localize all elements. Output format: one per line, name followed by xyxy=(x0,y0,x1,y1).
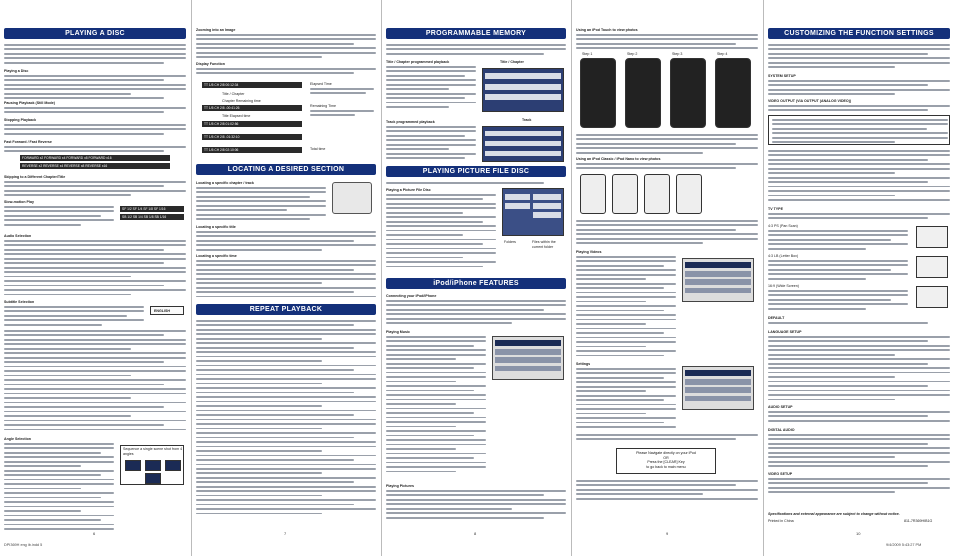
angle-diagram-label: Sequence a single scene shot from 4 angles xyxy=(123,447,184,456)
ipod-navigate-note xyxy=(616,448,716,474)
slow-osd-bar: SF 1/2 SF 1/4 SF 1/8 SF 1/16 xyxy=(120,206,184,212)
ipod-classic-step-4 xyxy=(676,174,702,214)
track-prog-text xyxy=(386,126,476,162)
digital-audio-text xyxy=(768,434,950,470)
audio-setup-text xyxy=(768,411,950,424)
stopping-text xyxy=(4,124,186,137)
ipod-notes xyxy=(576,480,758,502)
ipod-touch-step-3 xyxy=(670,58,706,128)
page-7 xyxy=(192,0,380,556)
label-title-chapter: Title / Chapter xyxy=(222,92,245,96)
video-output-text xyxy=(768,105,950,114)
title-chapter-screen xyxy=(482,68,564,112)
osd-row-4: TT 1/5 CH 2/8 -01:32:10 xyxy=(202,134,302,140)
playing-steps xyxy=(4,75,186,102)
heading-ipod-classic: Using an iPod Classic / iPod Nano to view photos xyxy=(576,157,661,161)
picture-intro xyxy=(386,182,566,186)
printed-in: Printed in China xyxy=(768,519,794,523)
banner-picture-file: PLAYING PICTURE FILE DISC xyxy=(386,166,566,177)
heading-zooming: Zooming into an Image xyxy=(196,28,236,32)
ipod-classic-step-1 xyxy=(580,174,606,214)
heading-playing-pictures: Playing Pictures xyxy=(386,484,414,488)
language-setup-text xyxy=(768,336,950,403)
heading-audio-setup: AUDIO SETUP xyxy=(768,405,793,409)
video-setup-text xyxy=(768,478,950,496)
heading-stopping: Stopping Playback xyxy=(4,118,37,122)
heading-playing-music: Playing Music xyxy=(386,330,410,334)
footer-left: DPI369H eng ib.indd 5 xyxy=(4,543,43,547)
locating-chapter-text xyxy=(196,187,326,223)
heading-digital-audio: DIGITAL AUDIO xyxy=(768,428,795,432)
heading-skipping: Skipping to a Different Chapter/Title xyxy=(4,175,66,179)
remote-illustration xyxy=(332,182,372,214)
heading-connecting-ipod: Connecting your iPod/iPhone xyxy=(386,294,437,298)
display-text xyxy=(196,68,376,77)
ipod-touch-step-2 xyxy=(625,58,661,128)
page-6 xyxy=(0,0,190,556)
heading-video-setup: VIDEO SETUP xyxy=(768,472,793,476)
zoom-text xyxy=(196,34,376,61)
ipod-touch-steps xyxy=(576,134,758,156)
default-text xyxy=(768,322,950,326)
label-step-4: Step 4 xyxy=(717,52,728,56)
heading-slow-motion: Slow-motion Play xyxy=(4,200,34,204)
banner-ipod: iPod/iPhone FEATURES xyxy=(386,278,566,289)
settings-text xyxy=(576,368,676,431)
fr-osd-bar: REVERSE x2 REVERSE x4 REVERSE x8 REVERSE x16 xyxy=(20,163,170,169)
tv-43ps-screen xyxy=(916,226,948,248)
label-elapsed: Elapsed Time xyxy=(310,82,332,86)
track-screen xyxy=(482,126,564,162)
warning-text xyxy=(576,434,758,443)
heading-angle: Angle Selection xyxy=(4,437,31,441)
slow-osd-bar-b: SB 1/2 SB 1/4 SB 1/8 SB 1/16 xyxy=(120,214,184,220)
angle-diagram xyxy=(120,445,184,485)
slow-text xyxy=(4,206,114,228)
tv-169-text xyxy=(768,290,908,312)
heading-title-chapter-prog: Title / Chapter programmed playback xyxy=(386,60,450,64)
picture-browser-screen xyxy=(502,188,564,236)
heading-ipod-touch: Using an iPod Touch to view photos xyxy=(576,28,638,32)
heading-tv-type: TV TYPE xyxy=(768,207,783,211)
heading-system-setup: SYSTEM SETUP xyxy=(768,74,796,78)
pausing-text xyxy=(4,107,186,116)
ff-text xyxy=(4,146,186,155)
label-title-chapter-diagram: Title / Chapter xyxy=(500,60,524,64)
ipod-classic-step-3 xyxy=(644,174,670,214)
page-number-10: 10 xyxy=(856,531,861,536)
page-number-8: 8 xyxy=(474,531,477,536)
remaining-desc xyxy=(310,110,374,119)
title-chapter-prog-text xyxy=(386,66,476,111)
heading-subtitle: Subtitle Selection xyxy=(4,300,35,304)
ff-osd-bar: FORWARD x2 FORWARD x4 FORWARD x8 FORWARD x16 xyxy=(20,155,170,161)
subtitle-badge-text: ENGLISH xyxy=(154,309,170,313)
label-track: Track xyxy=(522,118,532,122)
angle-text xyxy=(4,443,114,533)
note-line-3: Press the [CLEAR] Key xyxy=(647,460,685,465)
tv-type-text xyxy=(768,213,950,222)
angle-screen-1 xyxy=(125,460,141,471)
heading-language-setup: LANGUAGE SETUP xyxy=(768,330,802,334)
tv-43lb-screen xyxy=(916,256,948,278)
tv-43ps-text xyxy=(768,230,908,252)
repeat-text xyxy=(196,320,376,517)
label-files: Files within the current folder xyxy=(532,240,557,249)
playing-videos-text xyxy=(576,256,676,359)
heading-playing-a-disc: Playing a Disc xyxy=(4,69,29,73)
banner-locating: LOCATING A DESIRED SECTION xyxy=(196,164,376,175)
video-output-options xyxy=(768,150,950,204)
playing-picture-text xyxy=(386,194,496,270)
osd-row-1: TT 1/5 CH 2/8 00:12:34 xyxy=(202,82,302,88)
angle-screen-4 xyxy=(145,473,161,484)
label-folders: Folders xyxy=(504,240,516,244)
angle-screen-2 xyxy=(145,460,161,471)
note-line-1: Please Navigate directly on your iPod xyxy=(636,451,696,455)
tv-43lb-label: 4:3 LB (Letter Box) xyxy=(768,254,799,258)
ipod-classic-text xyxy=(576,163,758,172)
subtitle-text xyxy=(4,306,144,328)
heading-video-output: VIDEO OUTPUT (VIA OUTPUT (ANALOG VIDEO)) xyxy=(768,99,852,103)
subtitle-badge xyxy=(150,306,184,315)
tv-169-label: 16:9 (Wide Screen) xyxy=(768,284,799,288)
page-9 xyxy=(572,0,762,556)
doc-code: 811-7R369HIB1G xyxy=(904,519,933,523)
heading-locating-title: Locating a specific title xyxy=(196,225,236,229)
label-step-1: Step 1 xyxy=(582,52,593,56)
system-setup-text xyxy=(768,80,950,98)
page-number-9: 9 xyxy=(666,531,669,536)
music-screen xyxy=(492,336,564,380)
tv-169-screen xyxy=(916,286,948,308)
banner-programmable: PROGRAMMABLE MEMORY xyxy=(386,28,566,39)
skipping-text xyxy=(4,181,186,199)
heading-locating-chapter: Locating a specific chapter / track xyxy=(196,181,254,185)
page-number-7: 7 xyxy=(284,531,287,536)
osd-row-3: TT 1/5 CH 2/8 01:02:56 xyxy=(202,121,302,127)
playing-music-text xyxy=(386,336,486,475)
heading-pausing: Pausing Playback (Still Mode) xyxy=(4,101,55,105)
note-line-4: to go back to main menu xyxy=(646,464,686,469)
heading-audio-selection: Audio Selection xyxy=(4,234,32,238)
page-8 xyxy=(382,0,570,556)
tv-43ps-label: 4:3 PS (Pan Scan) xyxy=(768,224,798,228)
note-line-2: OR xyxy=(663,455,669,460)
video-output-note xyxy=(768,115,950,145)
custom-intro xyxy=(768,44,950,71)
ipod-touch-text xyxy=(576,34,758,52)
tv-43lb-text xyxy=(768,260,908,282)
locating-title-text xyxy=(196,231,376,253)
angle-screen-3 xyxy=(165,460,181,471)
ipod-classic-step-2 xyxy=(612,174,638,214)
heading-track-prog: Track programmed playback xyxy=(386,120,435,124)
subtitle-notes xyxy=(4,330,186,433)
heading-locating-time: Locating a specific time xyxy=(196,254,237,258)
heading-display: Display Function xyxy=(196,62,225,66)
ipod-touch-step-1 xyxy=(580,58,616,128)
heading-fast-forward: Fast Forward / Fast Reverse xyxy=(4,140,52,144)
ipod-touch-step-4 xyxy=(715,58,751,128)
footer-right: 9/4/2009 5:43:27 PM xyxy=(886,543,922,547)
page-10 xyxy=(764,0,954,556)
label-step-3: Step 3 xyxy=(672,52,683,56)
label-remaining: Remaining Time xyxy=(310,104,336,108)
page-number-6: 6 xyxy=(93,531,96,536)
heading-playing-picture: Playing a Picture File Disc xyxy=(386,188,431,192)
video-screen xyxy=(682,258,754,302)
playing-pictures-text xyxy=(386,490,566,521)
banner-playing-a-disc: PLAYING A DISC xyxy=(4,28,186,39)
label-total: Total time xyxy=(310,147,326,151)
label-chapter-remaining: Chapter Remaining time xyxy=(222,99,261,103)
settings-screen xyxy=(682,366,754,410)
heading-settings: Settings xyxy=(576,362,591,366)
audio-text xyxy=(4,240,186,298)
connecting-text xyxy=(386,300,566,327)
banner-custom: CUSTOMIZING THE FUNCTION SETTINGS xyxy=(768,28,950,39)
programmable-intro xyxy=(386,44,566,57)
intro-text xyxy=(4,44,186,66)
locating-time-text xyxy=(196,260,376,300)
heading-playing-videos: Playing Videos xyxy=(576,250,602,254)
label-step-2: Step 2 xyxy=(627,52,638,56)
osd-row-2: TT 1/5 CH 2/8 -00:41:26 xyxy=(202,105,302,111)
banner-repeat: REPEAT PLAYBACK xyxy=(196,304,376,315)
ipod-classic-steps xyxy=(576,220,758,247)
osd-row-5: TT 1/5 CH 2/8 02:10:06 xyxy=(202,147,302,153)
specs-note: Specifications and external appearance are subject to change without notice. xyxy=(768,512,900,516)
elapsed-desc xyxy=(310,88,374,97)
label-title-elapsed: Title Elapsed time xyxy=(222,114,251,118)
heading-default: DEFAULT xyxy=(768,316,785,320)
